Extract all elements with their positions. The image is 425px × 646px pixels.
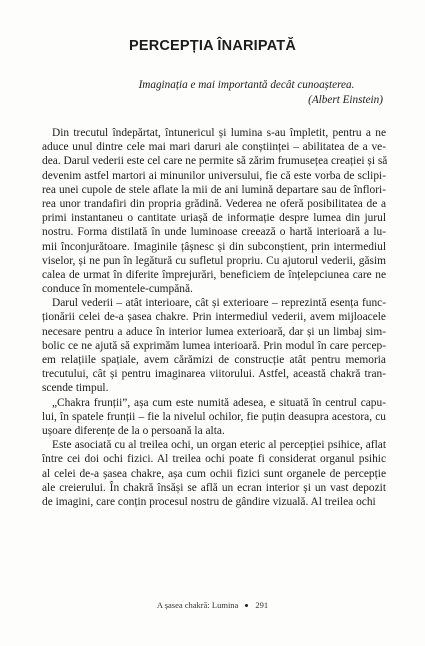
page-number: 291 xyxy=(255,600,269,610)
text-line: em relațiile spațiale, avem cărămizi de construcție atât pentru memoria xyxy=(42,354,386,366)
text-line: rea unei cupole de stele aflate la mii de ani lumină departare sau de înflori- xyxy=(42,183,386,196)
paragraph xyxy=(42,438,386,509)
text-line: rea unor trandafiri din propria grădină. Vederea ne oferă posibilitatea de a xyxy=(42,197,386,210)
text-line: viselor, și ne pun în legătură cu sufletul propriu. Cu ajutorul vederii, găsim xyxy=(42,254,386,267)
chapter-title: PERCEPȚIA ÎNARIPATĂ xyxy=(128,38,297,54)
text-line: lui, în spatele frunții – fie la nivelul ochilor, fie puțin deasupra acestora, cu xyxy=(42,410,386,423)
running-title: A șasea chakră: Lumina xyxy=(156,600,239,610)
text-line: primi instantaneu o cantitate uriașă de informație despre lumea din jurul xyxy=(42,212,386,225)
paragraph xyxy=(42,296,386,395)
text-line: Din trecutul îndepărtat, întunericul și lumina s-au împletit, pentru a ne xyxy=(52,127,386,139)
epigraph-quote: Imaginația e mai importantă decât cunoașterea. xyxy=(138,79,355,91)
text-line: aduce unul dintre cele mai mari daruri ale conștiinței – abilitatea de a ve- xyxy=(42,141,386,154)
text-line: scende timpul. xyxy=(42,382,109,395)
text-line: devenim astfel martori ai minunilor universului, fie că este vorba de sclipi- xyxy=(42,169,386,182)
text-line: ționării celei de-a șasea chakre. Prin intermediul vederii, avem mijloacele xyxy=(42,311,386,324)
text-line: dea. Darul vederii este cel care ne permite să zărim frumusețea creației și să xyxy=(42,155,388,168)
text-line: Este asociată cu al treilea ochi, un organ eteric al percepției psihice, aflat xyxy=(52,439,386,452)
text-line: calea de urmat în diferite împrejurări, beneficiem de înțelepciunea care ne xyxy=(42,268,386,281)
text-line: „Chakra frunții”, așa cum este numită adesea, e situată în centrul capu- xyxy=(52,396,386,409)
text-line: necesare pentru a aduce în interior lumea exterioară, dar și un limbaj sim- xyxy=(42,325,386,338)
text-line: între cei doi ochi fizici. Al treilea ochi poate fi considerat organul psihic xyxy=(42,453,386,466)
text-line: mii înconjurătoare. Imaginile țâșnesc și din subconștient, prin intermediul xyxy=(42,240,386,253)
text-line: nostru. Forma distilată în unde luminoase creează o hartă interioară a lu- xyxy=(42,226,386,239)
text-line: de imagini, care conțin procesul nostru de gândire vizuală. Al treilea ochi xyxy=(42,495,376,508)
paragraph xyxy=(42,396,386,439)
epigraph-author: (Albert Einstein) xyxy=(308,93,383,106)
text-line: bolic ce ne ajută să exprimăm lumea interioară. Prin modul în care percep- xyxy=(42,339,386,352)
text-line: ale creierului. În chakră însăși se află un ecran interior și un vast depozit xyxy=(42,481,386,494)
text-line: ușoare diferențe de la o persoană la alta. xyxy=(42,424,225,437)
paragraph xyxy=(42,126,386,296)
text-line: conduce în momentele-cumpănă. xyxy=(42,283,193,296)
epigraph xyxy=(100,78,383,107)
footer-separator-dot xyxy=(245,604,248,607)
text-line: al celei de-a șasea chakre, așa cum ochii fizici sunt organele de percepție xyxy=(42,467,386,480)
text-line: Darul vederii – atât interioare, cât și exterioare – reprezintă esența func- xyxy=(52,297,386,310)
body-text xyxy=(42,126,386,509)
text-line: trecutului, cât și pentru imaginarea viitorului. Astfel, această chakră tran- xyxy=(42,368,386,381)
page-footer xyxy=(0,600,425,610)
